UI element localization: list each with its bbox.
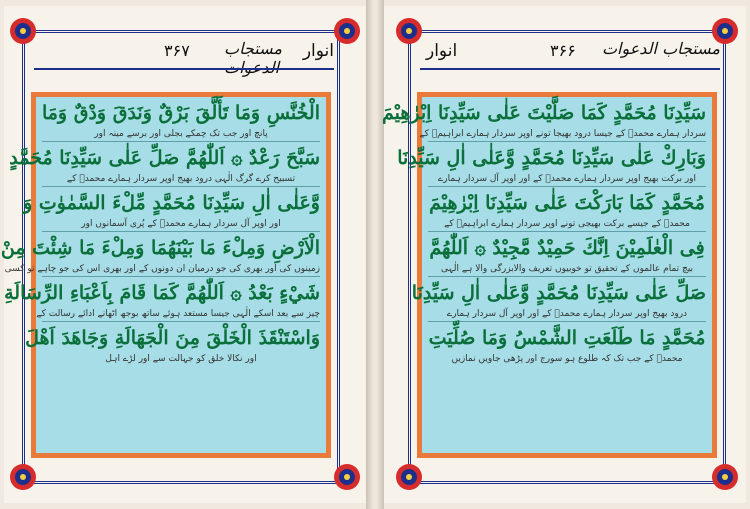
book-title: مستجاب الدعوات — [601, 39, 720, 58]
arabic-line: سَبَّحَ رَعْدٌ ۞ اَللّٰهُمَّ صَلِّ عَلٰى سَيِّدِنَا مُحَمَّدٍ — [9, 147, 320, 169]
page-header — [34, 39, 334, 67]
corner-ornament-icon — [710, 462, 740, 492]
corner-ornament-icon — [394, 462, 424, 492]
translation-line: تسبیح کرے گرگ الٰہی درود بھیج اوپر سردار ہمارے محمدؐ کے — [42, 172, 320, 187]
book-title: مستجاب — [224, 39, 282, 58]
arabic-line: وَبَارِكْ عَلٰى سَيِّدِنَا مُحَمَّدٍ وَّعَلٰى اٰلِ سَيِّدِنَا — [397, 147, 706, 169]
header-rule — [420, 68, 720, 70]
translation-line: اور برکت بھیج اوپر سردار ہمارے محمدؐ کے اور اوپر آل سردار ہمارے — [428, 172, 706, 187]
translation-line: اور اوپر آل سردار ہمارے محمدؐ کے پُری آسمانوں اور — [42, 217, 320, 232]
translation-line: محمدؐ کے جب تک کہ طلوع ہو سورج اور پڑھی جاویں نمازیں — [451, 354, 683, 364]
text-panel — [0, 92, 331, 458]
arabic-line: فِى الْعٰلَمِيْنَ اِنَّكَ حَمِيْدٌ مَّجِيْدٌ ۞ اَللّٰهُمَّ — [429, 237, 705, 259]
translation-line: اور نکالا خلق کو جہالت سے اور لڑے اہل — [105, 354, 257, 364]
corner-ornament-icon — [8, 462, 38, 492]
arabic-line: وَاسْتَنْقَذَ الْخَلْقَ مِنَ الْجَهَالَةِ وَجَاهَدَ اَهْلَ — [25, 327, 320, 349]
translation-line: پانچ اور جب تک چمکے بجلی اور برسے مینہ اور — [42, 127, 320, 142]
arabic-line: وَّعَلٰى اٰلِ سَيِّدِنَا مُحَمَّدٍ مِّلْءَ السَّمٰوٰتِ وَ — [23, 192, 320, 214]
header-rule — [34, 68, 334, 70]
translation-line: چیز سے بعد اسکے الٰہی جیسا مستعد ہوئے ساتھ بوجھ اٹھانے ادائے رسالت کے — [42, 307, 320, 322]
translation-line: محمدؐ کے جیسے برکت بھیجی تونے اوپر سردار ہمارے ابراہیمؑ کے — [428, 217, 706, 232]
arabic-line: سَيِّدِنَا مُحَمَّدٍ كَمَا صَلَّيْتَ عَلٰى سَيِّدِنَا اِبْرٰهِيْمَ — [381, 102, 706, 124]
right-page — [381, 6, 746, 503]
translation-line: سردار ہمارے محمدؐ کے جیسا درود بھیجا تونے اوپر سردار ہمارے ابراہیمؑ کے — [428, 127, 706, 142]
translation-line: درود بھیج اوپر سردار ہمارے محمدؐ کے اور اوپر آل سردار ہمارے — [428, 307, 706, 322]
book-gutter — [366, 0, 384, 509]
corner-ornament-icon — [332, 462, 362, 492]
arabic-line: شَيْءٍ بَعْدُ ۞ اَللّٰهُمَّ كَمَا قَامَ بِاَعْبَاءِ الرِّسَالَةِ — [4, 282, 320, 304]
page-number: ۳۶۶ — [550, 41, 576, 60]
arabic-line: مُحَمَّدٍ كَمَا بَارَكْتَ عَلٰى سَيِّدِنَا اِبْرٰهِيْمَ — [429, 192, 705, 214]
translation-line: زمینوں کی اور بھری کی جو درمیان ان دونوں کے اور بھری اس کی جو چاہے تو کسی — [42, 262, 320, 277]
page-number: ۳۶۷ — [164, 41, 190, 60]
page-header — [420, 39, 720, 67]
section-name: انوار — [426, 41, 458, 61]
arabic-line: الْخُنَّسِ وَمَا تَأَلَّقَ بَرْقٌ وَنَدَقَ وَدْقٌ وَمَا — [41, 102, 320, 124]
section-name: انوار — [302, 41, 334, 61]
arabic-line: مُحَمَّدٍ مَا طَلَعَتِ الشَّمْسُ وَمَا صُلِّيَتِ — [428, 327, 706, 349]
translation-line: بیچ تمام عالموں کے تحقیق تو خوبیوں تعریف والابزرگی والا ہے الٰہی — [428, 262, 706, 277]
arabic-line: الْاَرْضِ وَمِلْءَ مَا بَيْنَهُمَا وَمِلْءَ مَا شِئْتَ مِنْ — [0, 237, 320, 259]
corner-ornament-icon — [332, 16, 362, 46]
arabic-line: صَلِّ عَلٰى سَيِّدِنَا مُحَمَّدٍ وَّعَلٰى اٰلِ سَيِّدِنَا — [411, 282, 706, 304]
text-panel — [381, 92, 717, 458]
left-page — [0, 6, 366, 503]
